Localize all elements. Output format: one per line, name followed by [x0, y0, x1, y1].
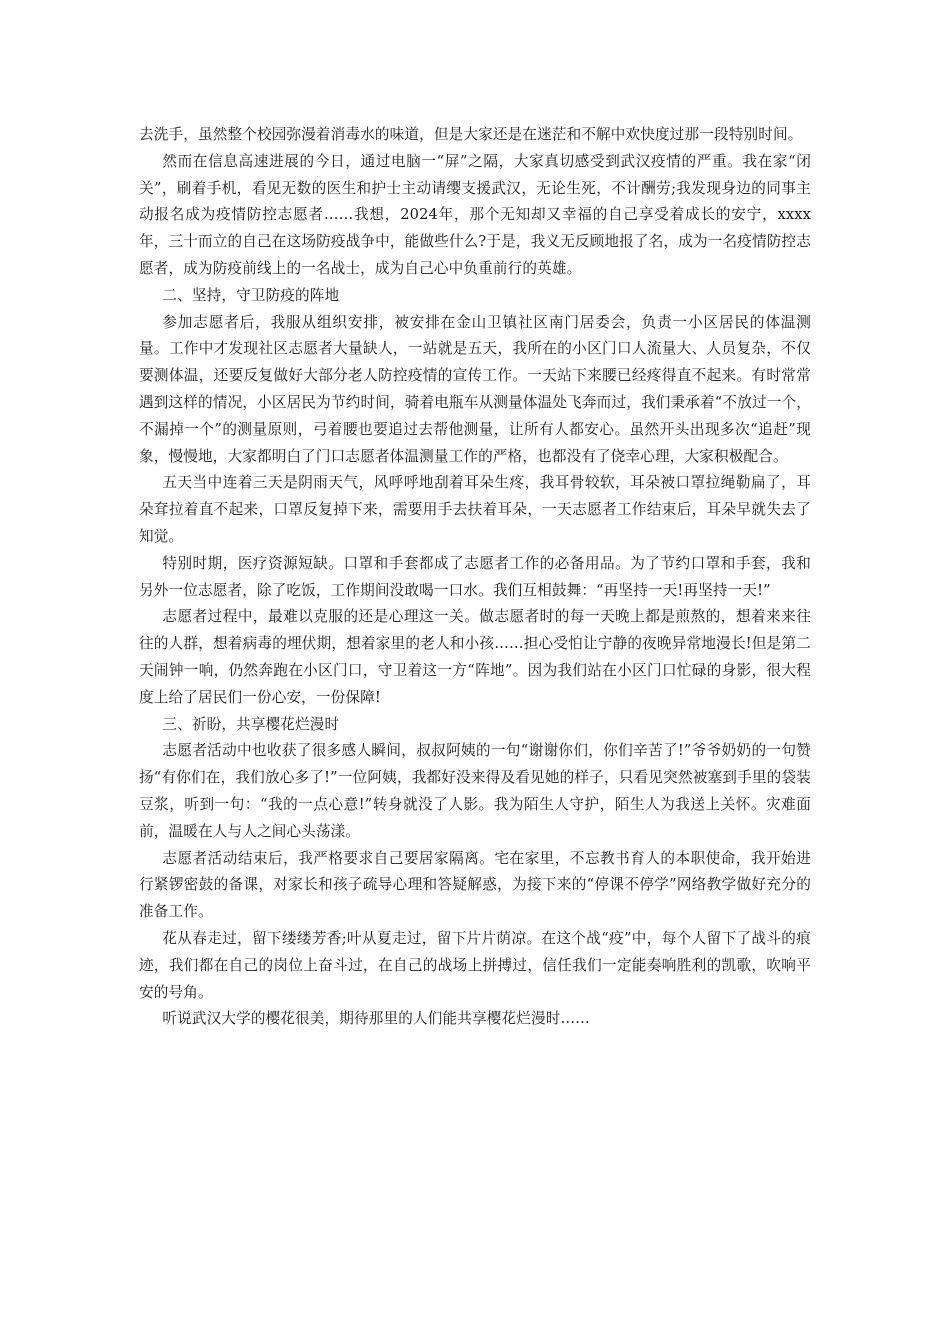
paragraph-temperature-duty: 参加志愿者后，我服从组织安排，被安排在金山卫镇社区南门居委会，负责一小区居民的体温测量。工作中才发现社区志愿者大量缺人，一站就是五天，我所在的小区门口人流量大、人员复杂，不仅要测体温，还要反复做好大部分老人防控疫情的宣传工作。一天站下来腰已经疼得直不起来。有时常常遇到这样的情况，小区居民为节约时间，骑着电瓶车从测量体温处飞奔而过，我们秉承着“不放过一个，不漏掉一个”的测量原则，弓着腰也要追过去帮他测量，让所有人都安心。虽然开头出现多次“追赶”现象，慢慢地，大家都明白了门口志愿者体温测量工作的严格，也都没有了侥幸心理，大家积极配合。	[139, 313, 811, 465]
paragraph-reflection: 花从春走过，留下缕缕芳香;叶从夏走过，留下片片荫凉。在这个战“疫”中，每个人留下了战斗的痕迹，我们都在自己的岗位上奋斗过，在自己的战场上拼搏过，信任我们一定能奏响胜利的凯歌，吹响平安的号角。	[139, 929, 811, 1001]
paragraph-psychological-challenge: 志愿者过程中，最难以克服的还是心理这一关。做志愿者时的每一天晚上都是煎熬的，想着来来往往的人群，想着病毒的埋伏期，想着家里的老人和小孩……担心受怕让宁静的夜晚异常地漫长!但是第二天闹钟一响，仍然奔跑在小区门口，守卫着这一方“阵地”。因为我们站在小区门口忙碌的身影，很大程度上给了居民们一份心安，一份保障!	[139, 608, 811, 706]
document-body	[139, 122, 811, 1033]
paragraph-home-isolation: 志愿者活动结束后，我严格要求自己要居家隔离。宅在家里，不忘教书育人的本职使命，我开始进行紧锣密鼓的备课，对家长和孩子疏导心理和答疑解惑，为接下来的“停课不停学”网络教学做好充分的准备工作。	[139, 849, 811, 921]
paragraph-continuation: 去洗手，虽然整个校园弥漫着消毒水的味道，但是大家还是在迷茫和不解中欢快度过那一段特别时间。	[139, 126, 803, 143]
paragraph-resource-shortage: 特别时期，医疗资源短缺。口罩和手套都成了志愿者工作的必备用品。为了节约口罩和手套，我和另外一位志愿者，除了吃饭，工作期间没敢喝一口水。我们互相鼓舞：“再坚持一天!再坚持一天!”	[139, 554, 811, 599]
section-heading-hope: 三、祈盼，共享樱花烂漫时	[162, 715, 340, 733]
section-heading-persist: 二、坚持，守卫防疫的阵地	[162, 286, 340, 304]
paragraph-volunteer-motivation: 然而在信息高速进展的今日，通过电脑一“屏”之隔，大家真切感受到武汉疫情的严重。我在家“闭关”，刷着手机，看见无数的医生和护士主动请缨支援武汉，无论生死，不计酬劳;我发现身边的同事主动报名成为疫情防控志愿者……我想，2024年，那个无知却又幸福的自己享受着成长的安宁，xxxx年，三十而立的自己在这场防疫战争中，能做些什么?于是，我义无反顾地报了名，成为一名疫情防控志愿者，成为防疫前线上的一名战士，成为自己心中负重前行的英雄。	[139, 152, 811, 277]
paragraph-rainy-days: 五天当中连着三天是阴雨天气，风呼呼地刮着耳朵生疼，我耳骨较软，耳朵被口罩拉绳勒扁了，耳朵耷拉着直不起来，口罩反复掉下来，需要用手去扶着耳朵，一天志愿者工作结束后，耳朵早就失去了知觉。	[139, 474, 811, 545]
paragraph-closing: 听说武汉大学的樱花很美，期待那里的人们能共享樱花烂漫时……	[162, 1010, 590, 1028]
paragraph-touching-moments: 志愿者活动中也收获了很多感人瞬间，叔叔阿姨的一句“谢谢你们，你们辛苦了!”爷爷奶奶的一句赞扬“有你们在，我们放心多了!”一位阿姨，我都好没来得及看见她的样子，只看见突然被塞到手里的袋装豆浆，听到一句：“我的一点心意!”转身就没了人影。我为陌生人守护，陌生人为我送上关怀。灾难面前，温暖在人与人之间心头荡漾。	[139, 742, 811, 840]
